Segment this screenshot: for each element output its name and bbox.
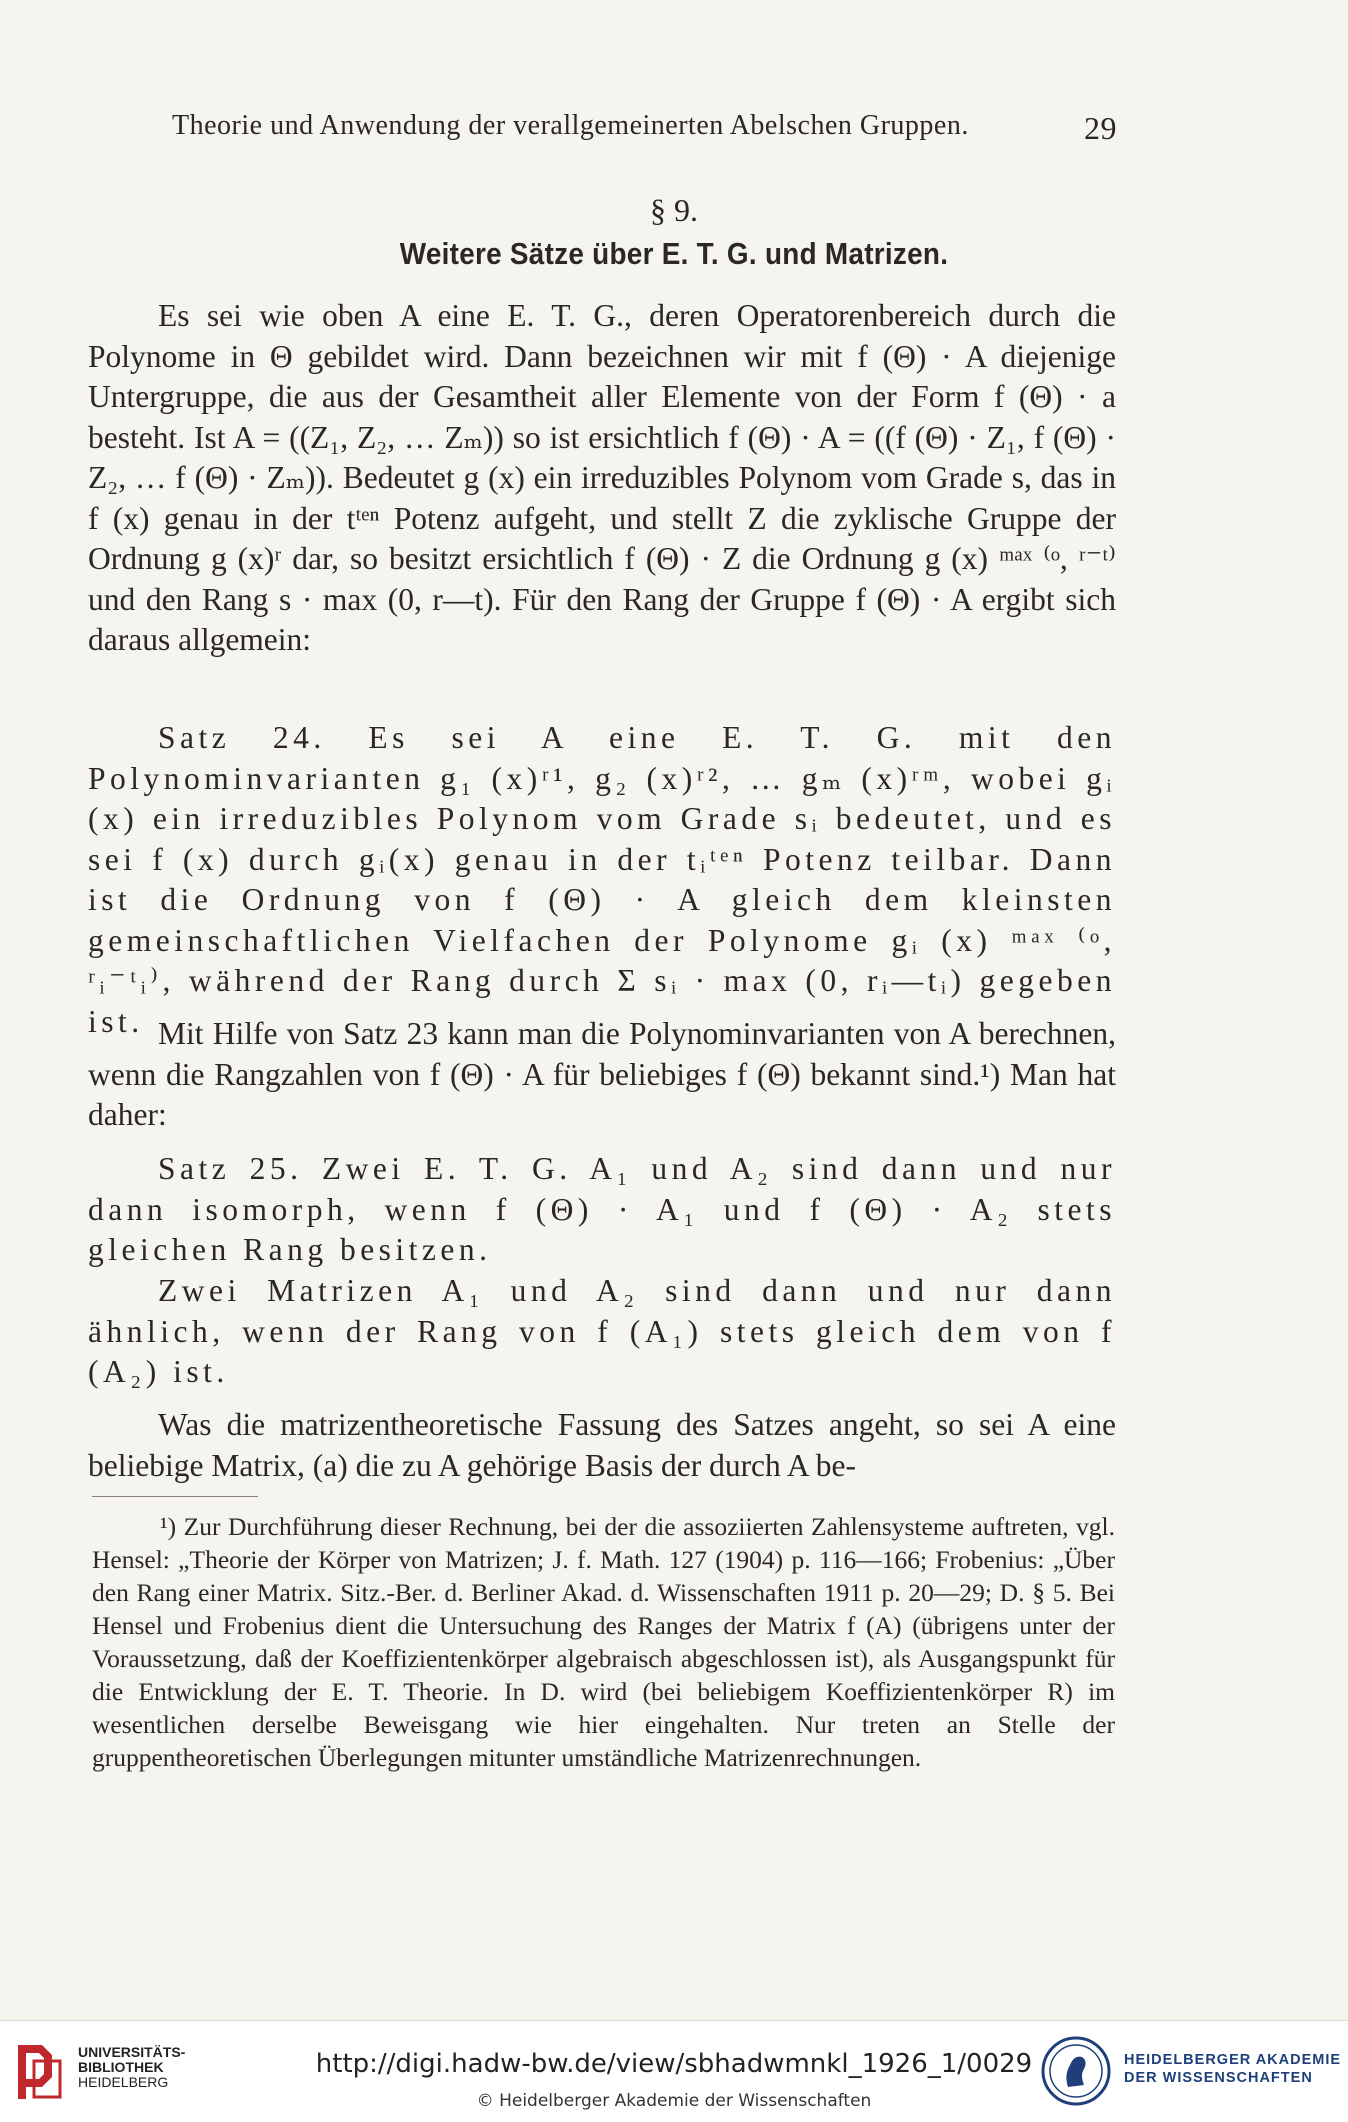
library-line: BIBLIOTHEK <box>78 2059 164 2075</box>
theorem-24-text: Satz 24. Es sei A eine E. T. G. mit den Polynominvarianten g₁ (x)ʳ¹, g₂ (x)ʳ², … gₘ (x)ʳᵐ, wobei gᵢ (x) ein irreduzibles Polynom vom Grade sᵢ bedeutet, und es sei f (x) durch gᵢ(x) genau in der tᵢᵗᵉⁿ Potenz teilbar. Dann ist die Ordnung von f (Θ) · A gleich dem kleinsten gemeinschaftlichen Vielfachen der Polynome gᵢ (x) ᵐᵃˣ ⁽ᵒ, ʳᵢ⁻ᵗᵢ⁾, während der Rang durch Σ sᵢ · max (0, rᵢ—tᵢ) gegeben ist. <box>88 720 1116 1039</box>
section-number: § 9. <box>650 192 698 228</box>
paragraph-text: Es sei wie oben A eine E. T. G., deren Operatorenbereich durch die Polynome in Θ gebildet wird. Dann bezeichnen wir mit f (Θ) · A diejenige Untergruppe, die aus der Gesamtheit aller Elemente von der Form f (Θ) · a besteht. Ist A = ((Z₁, Z₂, … Zₘ)) so ist ersichtlich f (Θ) · A = ((f (Θ) · Z₁, f (Θ) · Z₂, … f (Θ) · Zₘ)). Bedeutet g (x) ein irreduzibles Polynom vom Grade s, das in f (x) genau in der tᵗᵉⁿ Potenz aufgeht, und stellt Z die zyklische Gruppe der Ordnung g (x)ʳ dar, so besitzt ersichtlich f (Θ) · Z die Ordnung g (x) ᵐᵃˣ ⁽ᵒ, ʳ⁻ᵗ⁾ und den Rang s · max (0, r—t). Für den Rang der Gruppe f (Θ) · A ergibt sich daraus allgemein: <box>88 298 1116 657</box>
running-header <box>172 110 1117 150</box>
paragraph-matrix <box>88 1405 1116 1486</box>
paragraph-intro <box>88 296 1116 661</box>
academy-line: HEIDELBERGER AKADEMIE <box>1124 2052 1342 2068</box>
theorem-25 <box>88 1149 1116 1271</box>
academy-seal-logo[interactable] <box>1040 2035 1112 2107</box>
footnote <box>92 1510 1115 1774</box>
running-title: Theorie und Anwendung der verallgemeinerten Abelschen Gruppen. <box>172 110 969 141</box>
paragraph-hilfe <box>88 1014 1116 1136</box>
academy-line: DER WISSENSCHAFTEN <box>1124 2070 1313 2086</box>
matrix-corollary-text: Zwei Matrizen A₁ und A₂ sind dann und nur dann ähnlich, wenn der Rang von f (A₁) stets gleich dem von f (A₂) ist. <box>88 1273 1116 1389</box>
library-line: UNIVERSITÄTS- <box>78 2044 186 2060</box>
paragraph-text: Was die matrizentheoretische Fassung des Satzes angeht, so sei A eine beliebige Matrix, (a) die zu A gehörige Basis der durch A be- <box>88 1407 1116 1483</box>
academy-name[interactable] <box>1124 2051 1341 2087</box>
library-line: HEIDELBERG <box>78 2074 169 2090</box>
footnote-text: ¹) Zur Durchführung dieser Rechnung, bei der die assoziierten Zahlensysteme auftreten, vgl. Hensel: „Theorie der Körper von Matrizen; J. f. Math. 127 (1904) p. 116—166; Frobenius: „Über den Rang einer Matrix. Sitz.-Ber. d. Berliner Akad. d. Wissenschaften 1911 p. 20—29; D. § 5. Bei Hensel und Frobenius dient die Untersuchung des Ranges der Matrix f (A) (übrigens unter der Voraussetzung, daß der Koeffizientenkörper algebraisch abgeschlossen ist), als Ausgangspunkt für die Entwicklung der E. T. Theorie. In D. wird (bei beliebigem Koeffizientenkörper R) im wesentlichen derselbe Beweisgang wie hier eingehalten. Nur treten an Stelle der gruppentheoretischen Überlegungen mitunter umständliche Matrizenrechnungen. <box>92 1512 1115 1772</box>
permalink-url[interactable]: http://digi.hadw-bw.de/view/sbhadwmnkl_1926_1/0029 <box>315 2049 1033 2079</box>
page-number: 29 <box>1084 110 1117 146</box>
theorem-25-text: Satz 25. Zwei E. T. G. A₁ und A₂ sind dann und nur dann isomorph, wenn f (Θ) · A₁ und f (Θ) · A₂ stets gleichen Rang besitzen. <box>88 1151 1116 1267</box>
section-title: Weitere Sätze über E. T. G. und Matrizen. <box>399 236 949 271</box>
paragraph-text: Mit Hilfe von Satz 23 kann man die Polynominvarianten von A berechnen, wenn die Rangzahlen von f (Θ) · A für beliebiges f (Θ) bekannt sind.¹) Man hat daher: <box>88 1016 1116 1132</box>
matrix-corollary <box>88 1271 1116 1393</box>
copyright-notice: © Heidelberger Akademie der Wissenschaften <box>476 2091 872 2111</box>
footnote-rule <box>92 1496 258 1497</box>
theorem-24 <box>88 718 1116 1042</box>
viewer-footer <box>0 2020 1348 2122</box>
